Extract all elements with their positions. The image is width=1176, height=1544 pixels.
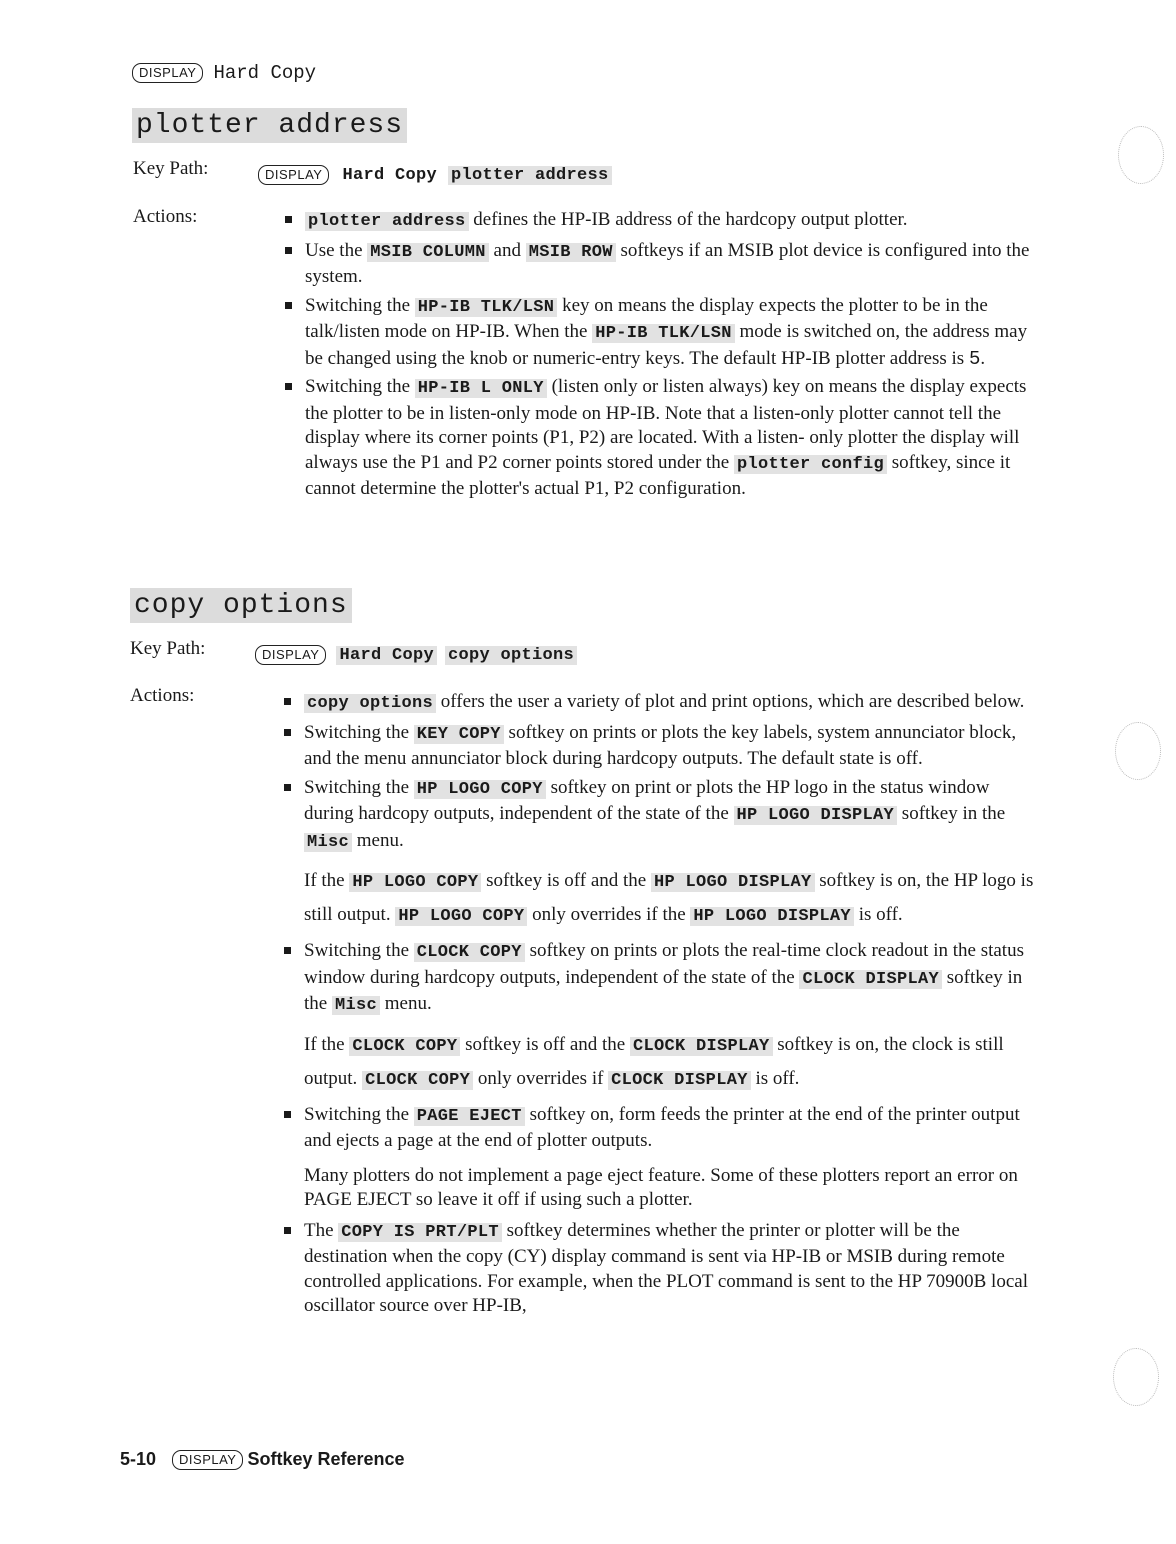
softkey-ref: COPY IS PRT/PLT	[338, 1223, 502, 1242]
softkey-ref: HP LOGO DISPLAY	[651, 873, 815, 892]
softkey-ref: HP LOGO DISPLAY	[690, 907, 854, 926]
softkey-ref: CLOCK DISPLAY	[799, 970, 942, 989]
binder-hole	[1113, 1348, 1159, 1406]
display-key-cap: DISPLAY	[132, 63, 203, 83]
paragraph: Many plotters do not implement a page eject feature. Some of these plotters report an error on PAGE EJECT so leave it off if using such a plotter.	[304, 1164, 1018, 1210]
softkey-ref: Misc	[332, 996, 380, 1015]
list-item: Switching the HP-IB L ONLY (listen only or listen always) key on means the display expects the plotter to be in listen-only mode on HP-IB. Note that a listen-only plotter cannot tell the display where its corner points (P1, P2) are located. With a listen- only plotter the display will always use the P1 and P2 corner points stored under the plotter config softkey, since it cannot determine the plotter's actual P1, P2 configuration.	[283, 375, 1043, 502]
section-title-copy-options: copy options	[130, 588, 352, 623]
softkey-ref: KEY COPY	[414, 725, 504, 744]
binder-hole	[1115, 722, 1161, 780]
key-path	[258, 165, 620, 185]
list-item: Switching the KEY COPY softkey on prints or plots the key labels, system annunciator block, and the menu annunciator block during hardcopy outputs. The default state is off.	[282, 721, 1042, 772]
softkey-ref: MSIB ROW	[526, 243, 616, 262]
running-header-text: Hard Copy	[213, 62, 317, 84]
softkey-ref: HP LOGO COPY	[349, 873, 481, 892]
list-item: The COPY IS PRT/PLT softkey determines whether the printer or plotter will be the destination when the copy (CY) display command is sent via HP-IB or MSIB during remote controlled applications. For example, when the PLOT command is sent to the HP 70900B local oscillator source over HP-IB,	[282, 1219, 1042, 1319]
softkey-ref: HP-IB L ONLY	[415, 379, 547, 398]
softkey-plotter-address: plotter address	[448, 166, 612, 185]
actions-label: Actions:	[130, 685, 195, 706]
actions-list-plotter-address	[283, 208, 1043, 506]
default-address-value: 5	[968, 347, 981, 370]
softkey-ref: plotter config	[734, 455, 887, 474]
paragraph: If the HP LOGO COPY softkey is off and the HP LOGO DISPLAY softkey is on, the HP logo is still output. HP LOGO COPY only overrides if the HP LOGO DISPLAY is off.	[304, 870, 1034, 926]
list-item: Switching the CLOCK COPY softkey on prints or plots the real-time clock readout in the status window during hardcopy outputs, independent of the state of the CLOCK DISPLAY softkey in the Misc menu.	[282, 939, 1042, 1019]
paragraph: If the CLOCK COPY softkey is off and the CLOCK DISPLAY softkey is on, the clock is still output. CLOCK COPY only overrides if CLOCK DISPLAY is off.	[304, 1033, 1004, 1090]
display-key-cap: DISPLAY	[172, 1450, 243, 1470]
binder-hole	[1118, 126, 1164, 184]
key-path	[255, 645, 585, 665]
softkey-ref: HP-IB TLK/LSN	[592, 324, 735, 343]
softkey-ref: CLOCK COPY	[349, 1037, 460, 1056]
list-item: Use the MSIB COLUMN and MSIB ROW softkeys if an MSIB plot device is configured into the system.	[283, 239, 1043, 290]
softkey-ref: HP LOGO COPY	[395, 907, 527, 926]
section-title-plotter-address: plotter address	[132, 108, 407, 143]
display-key-cap: DISPLAY	[255, 645, 326, 665]
softkey-copy-options: copy options	[445, 646, 577, 665]
footer-title: Softkey Reference	[247, 1449, 405, 1469]
display-key-cap: DISPLAY	[258, 165, 329, 185]
key-path-label: Key Path:	[130, 638, 206, 659]
softkey-ref: Misc	[304, 833, 352, 852]
list-item: copy options offers the user a variety of plot and print options, which are described below.	[282, 690, 1042, 717]
running-header	[132, 62, 316, 84]
softkey-ref: MSIB COLUMN	[367, 243, 489, 262]
softkey-ref: CLOCK DISPLAY	[630, 1037, 773, 1056]
list-item: plotter address defines the HP-IB address of the hardcopy output plotter.	[283, 208, 1043, 235]
list-item: Switching the HP-IB TLK/LSN key on means the display expects the plotter to be in the talk/listen mode on HP-IB. When the HP-IB TLK/LSN mode is switched on, the address may be changed using the knob or numeric-entry keys. The default HP-IB plotter address is 5.	[283, 294, 1043, 372]
softkey-ref: PAGE EJECT	[414, 1107, 525, 1126]
softkey-ref: HP LOGO DISPLAY	[734, 806, 898, 825]
actions-list-copy-options	[282, 690, 1042, 1323]
softkey-hard-copy: Hard Copy	[336, 646, 437, 665]
softkey-ref: copy options	[304, 694, 436, 713]
softkey-ref: CLOCK COPY	[362, 1071, 473, 1090]
softkey-ref: plotter address	[305, 212, 469, 231]
key-path-label: Key Path:	[133, 158, 209, 179]
page-footer	[120, 1449, 405, 1470]
page-number: 5-10	[120, 1449, 157, 1469]
list-item: Switching the HP LOGO COPY softkey on print or plots the HP logo in the status window during hardcopy outputs, independent of the state of the HP LOGO DISPLAY softkey in the Misc menu.	[282, 776, 1042, 856]
softkey-ref: HP-IB TLK/LSN	[415, 298, 558, 317]
softkey-ref: CLOCK DISPLAY	[608, 1071, 751, 1090]
softkey-ref: HP LOGO COPY	[414, 780, 546, 799]
actions-label: Actions:	[133, 206, 198, 227]
list-item: Switching the PAGE EJECT softkey on, form feeds the printer at the end of the printer output and ejects a page at the end of plotter outputs.	[282, 1103, 1042, 1154]
softkey-hard-copy: Hard Copy	[342, 165, 437, 185]
softkey-ref: CLOCK COPY	[414, 943, 525, 962]
